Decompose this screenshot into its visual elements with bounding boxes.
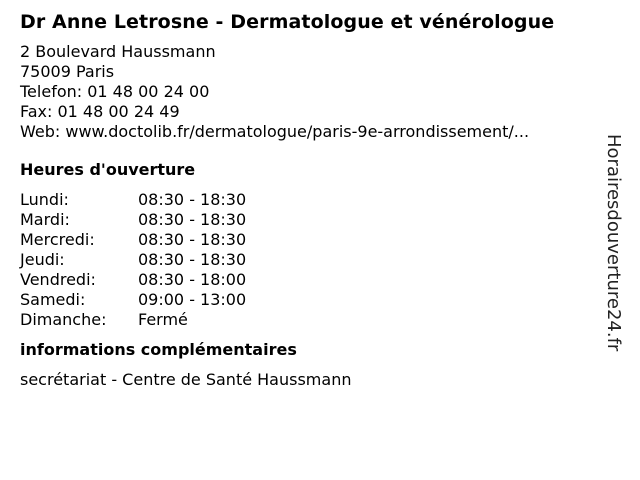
hours-row-wednesday bbox=[20, 230, 600, 250]
city: 75009 Paris bbox=[20, 62, 115, 81]
listing-card bbox=[20, 10, 600, 390]
day-label: Jeudi: bbox=[20, 250, 65, 269]
hours-table bbox=[20, 190, 600, 330]
time-range: 08:30 - 18:30 bbox=[138, 230, 247, 249]
hours-row-monday bbox=[20, 190, 600, 210]
hours-row-tuesday bbox=[20, 210, 600, 230]
time-range: 08:30 - 18:30 bbox=[138, 190, 247, 209]
website: Web: www.doctolib.fr/dermatologue/paris-9e-arrondissement/... bbox=[20, 122, 530, 141]
day-label: Mardi: bbox=[20, 210, 70, 229]
day-label: Samedi: bbox=[20, 290, 86, 309]
site-watermark: Horairesdouverture24.fr bbox=[603, 134, 624, 352]
street-address: 2 Boulevard Haussmann bbox=[20, 42, 216, 61]
hours-row-sunday bbox=[20, 310, 600, 330]
hours-heading: Heures d'ouverture bbox=[20, 160, 196, 179]
time-range: Fermé bbox=[138, 310, 188, 329]
info-heading: informations complémentaires bbox=[20, 340, 297, 359]
day-label: Lundi: bbox=[20, 190, 69, 209]
time-range: 08:30 - 18:30 bbox=[138, 210, 247, 229]
time-range: 08:30 - 18:30 bbox=[138, 250, 247, 269]
address-block bbox=[20, 42, 600, 142]
day-label: Mercredi: bbox=[20, 230, 95, 249]
time-range: 08:30 - 18:00 bbox=[138, 270, 247, 289]
page-title: Dr Anne Letrosne - Dermatologue et vénérologue bbox=[20, 11, 555, 33]
fax: Fax: 01 48 00 24 49 bbox=[20, 102, 180, 121]
hours-row-friday bbox=[20, 270, 600, 290]
time-range: 09:00 - 13:00 bbox=[138, 290, 247, 309]
day-label: Dimanche: bbox=[20, 310, 107, 329]
phone: Telefon: 01 48 00 24 00 bbox=[20, 82, 210, 101]
info-text: secrétariat - Centre de Santé Haussmann bbox=[20, 370, 352, 389]
hours-row-thursday bbox=[20, 250, 600, 270]
hours-row-saturday bbox=[20, 290, 600, 310]
day-label: Vendredi: bbox=[20, 270, 96, 289]
